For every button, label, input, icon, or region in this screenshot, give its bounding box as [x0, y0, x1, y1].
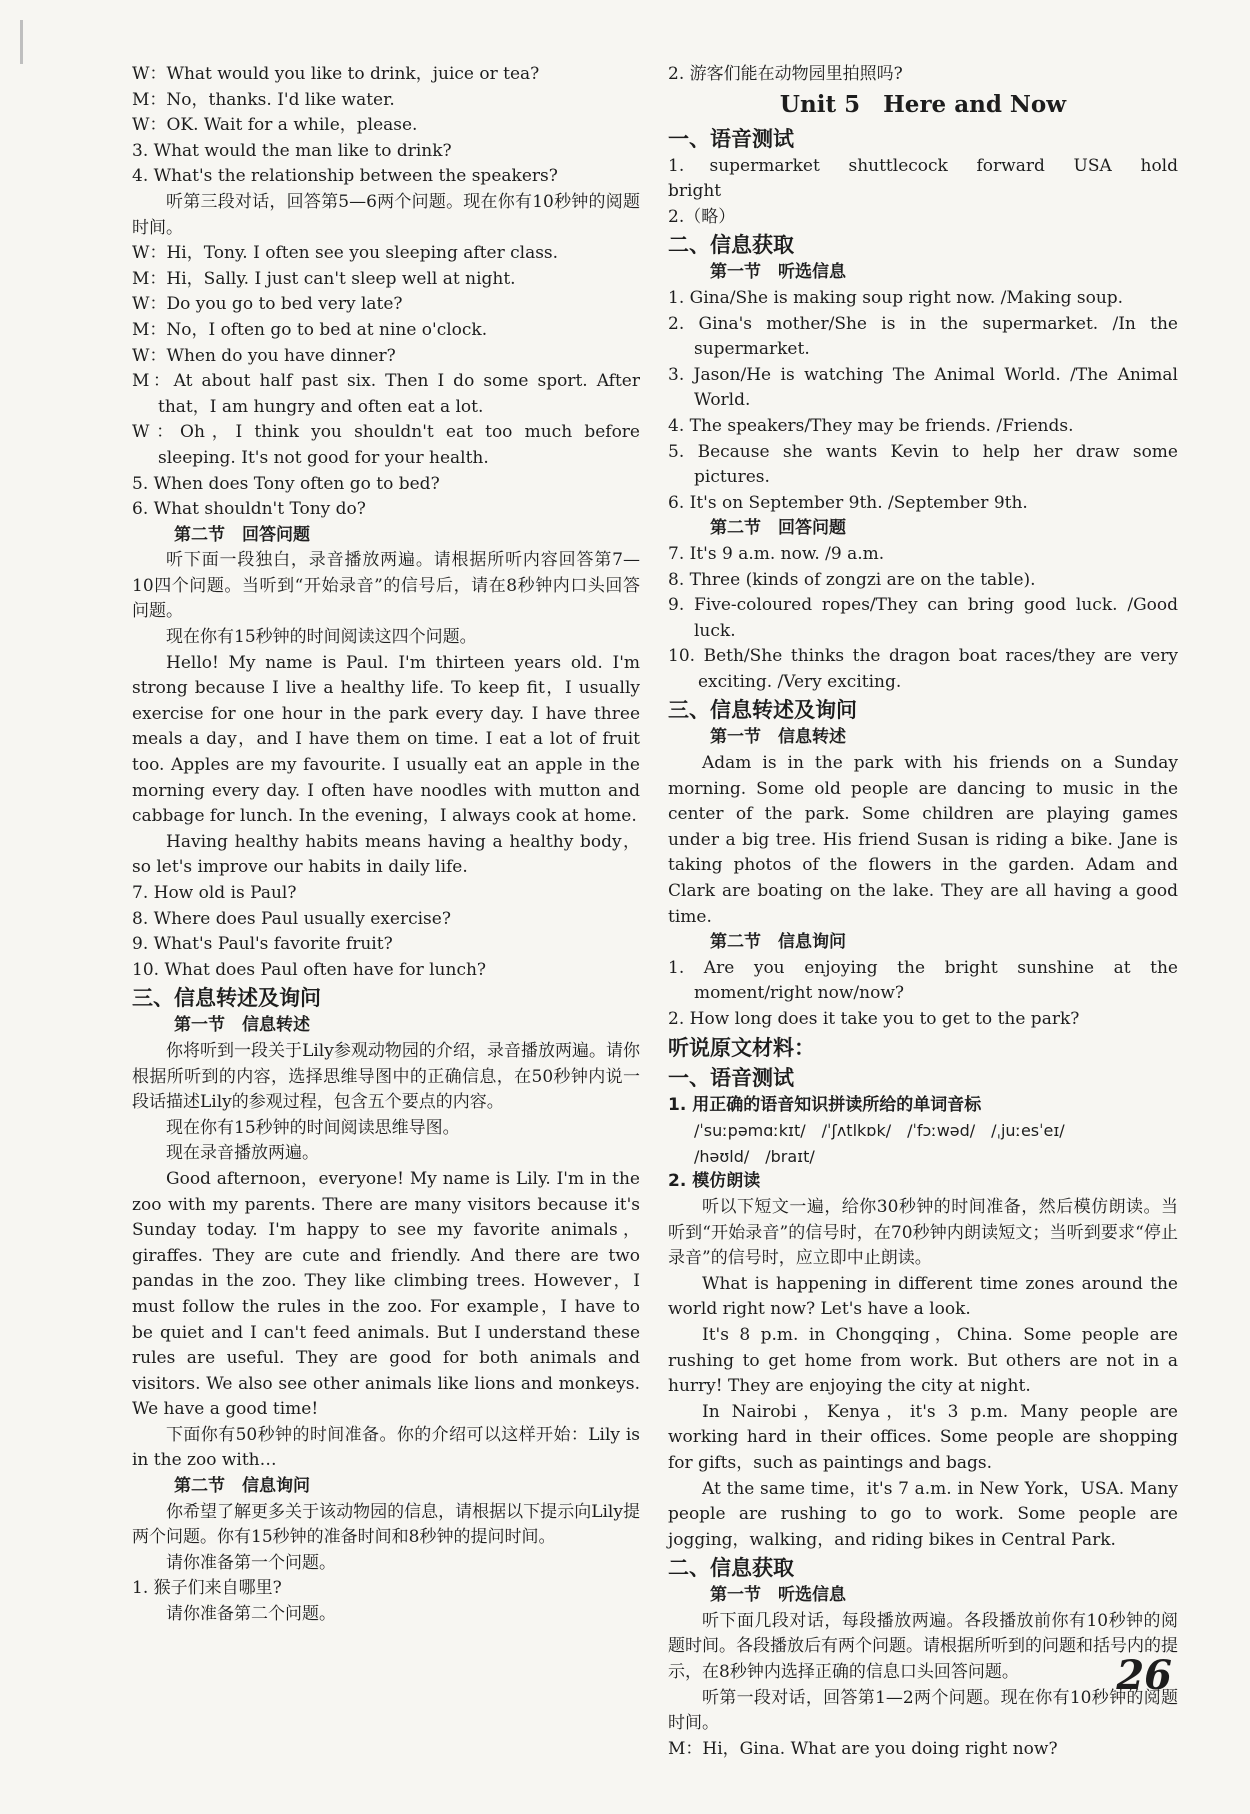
page-number: 26: [1116, 1652, 1172, 1699]
section-heading: 第二节 信息询问: [710, 932, 846, 953]
material-heading: 听说原文材料：: [668, 1035, 815, 1060]
dialog-line: W：Do you go to bed very late?: [132, 294, 403, 315]
retell-paragraph: Adam is in the park with his friends on a Sunday morning. Some old people are dancing to music in the center of the park. Some children are playing games under a big tree. His friend Susan is riding a bike. Jane is taking photos of the flowers in the garden. Adam and Clark are boating on the lake. They are all having a good time.: [668, 753, 1178, 927]
answer-line: 8. Three (kinds of zongzi are on the table).: [668, 569, 1036, 590]
question-line: 9. What's Paul's favorite fruit?: [132, 934, 393, 955]
monologue-paragraph: Good afternoon，everyone! My name is Lily. I'm in the zoo with my parents. There are many visitors because it's Sunday today. I'm happy to see my favorite animals，giraffes. They are cute and friendly. And there are two pandas in the zoo. They like climbing trees. However，I must follow the rules in the zoo. For example，I have to be quiet and I can't feed animals. But I understand these rules are useful. They are good for both animals and visitors. We also see other animals like lions and monkeys. We have a good time!: [132, 1168, 640, 1420]
part-heading: 三、信息转述及询问: [132, 986, 321, 1011]
instruction: 现在录音播放两遍。: [166, 1143, 319, 1164]
instruction: 听下面几段对话，每段播放两遍。各段播放前你有10秒钟的阅题时间。各段播放后有两个问题。请根据所听到的问题和括号内的提示，在8秒钟内选择正确的信息口头回答问题。: [668, 1610, 1178, 1683]
instruction: 听下面一段独白，录音播放两遍。请根据所听内容回答第7—10四个问题。当听到“开始录音”的信号后，请在8秒钟内口头回答问题。: [132, 550, 640, 622]
reading-paragraph: In Nairobi，Kenya，it's 3 p.m. Many people are working hard in their offices. Some people are shopping for gifts，such as paintings and bags.: [668, 1401, 1178, 1473]
answer-line: 2. Gina's mother/She is in the supermarket. /In the supermarket.: [668, 313, 1178, 360]
right-column: [668, 62, 1195, 1762]
question-line: 8. Where does Paul usually exercise?: [132, 908, 451, 929]
instruction: 听第一段对话，回答第1—2两个问题。现在你有10秒钟的阅题时间。: [668, 1687, 1178, 1734]
dialog-line: M：No，I often go to bed at nine o'clock.: [132, 319, 488, 340]
part-heading: 二、信息获取: [668, 233, 794, 258]
question-line: 3. What would the man like to drink?: [132, 140, 452, 161]
section-heading: 第一节 听选信息: [710, 1585, 846, 1606]
answer-line: 4. The speakers/They may be friends. /Friends.: [668, 415, 1074, 436]
sub-heading: 2. 模仿朗读: [668, 1171, 761, 1192]
section-heading: 第二节 信息询问: [174, 1476, 310, 1497]
instruction: 你希望了解更多关于该动物园的信息，请根据以下提示向Lily提两个问题。你有15秒钟的准备时间和8秒钟的提问时间。: [132, 1501, 640, 1548]
sub-heading: 1. 用正确的语音知识拼读所给的单词音标: [668, 1094, 982, 1115]
answer-line: 7. It's 9 a.m. now. /9 a.m.: [668, 543, 885, 564]
answer-line: 1. Gina/She is making soup right now. /Making soup.: [668, 287, 1124, 308]
section-heading: 第一节 听选信息: [710, 262, 846, 283]
answer-line: 2. How long does it take you to get to the park?: [668, 1009, 1080, 1029]
section-heading: 第一节 信息转述: [174, 1015, 310, 1036]
dialog-line: M：At about half past six. Then I do some sport. After that，I am hungry and often eat a lot.: [132, 371, 640, 417]
question-line: 10. What does Paul often have for lunch?: [132, 959, 487, 980]
section-heading: 第二节 回答问题: [710, 518, 846, 539]
instruction: 请你准备第二个问题。: [166, 1604, 336, 1625]
question-line: 4. What's the relationship between the speakers?: [132, 166, 558, 187]
section-heading: 第二节 回答问题: [174, 524, 310, 545]
instruction: 听以下短文一遍，给你30秒钟的时间准备，然后模仿朗读。当听到“开始录音”的信号时，在70秒钟内朗读短文；当听到要求“停止录音”的信号时，应立即中止朗读。: [668, 1196, 1178, 1269]
reading-paragraph: It's 8 p.m. in Chongqing，China. Some people are rushing to get home from work. But others are not in a hurry! They are enjoying the city at night.: [668, 1324, 1178, 1397]
dialog-line: W：OK. Wait for a while，please.: [132, 115, 418, 136]
answer-line: 10. Beth/She thinks the dragon boat races/they are very exciting. /Very exciting.: [668, 646, 1178, 692]
dialog-line: M：No，thanks. I'd like water.: [132, 89, 395, 110]
question-line: 6. What shouldn't Tony do?: [132, 499, 366, 520]
dialog-line: W：Hi，Tony. I often see you sleeping after class.: [132, 243, 559, 264]
dialog-line: W：What would you like to drink，juice or tea?: [132, 64, 540, 84]
part-heading: 三、信息转述及询问: [668, 698, 857, 723]
answer-line: 2.（略）: [668, 206, 736, 227]
instruction: 下面你有50秒钟的时间准备。你的介绍可以这样开始：Lily is in the zoo with…: [132, 1424, 640, 1471]
answer-line: 9. Five-coloured ropes/They can bring good luck. /Good luck.: [668, 595, 1178, 641]
scan-edge-mark: [20, 20, 23, 64]
instruction-q56: 听第三段对话，回答第5—6两个问题。现在你有10秒钟的阅题时间。: [132, 191, 640, 238]
left-column: [132, 62, 640, 1628]
instruction: 现在你有15秒钟的时间阅读思维导图。: [166, 1117, 460, 1138]
monologue-paragraph: Having healthy habits means having a healthy body，so let's improve our habits in daily life.: [132, 831, 640, 878]
phonetic-line: /həʊld/ /braɪt/: [694, 1146, 815, 1166]
question-line: 7. How old is Paul?: [132, 883, 297, 903]
question-line: 5. When does Tony often go to bed?: [132, 473, 440, 494]
dialog-line: W：When do you have dinner?: [132, 345, 396, 366]
answer-line: 1. Are you enjoying the bright sunshine at the moment/right now/now?: [668, 957, 1178, 1004]
reading-paragraph: What is happening in different time zones around the world right now? Let's have a look.: [668, 1273, 1178, 1320]
question-line: 2. 游客们能在动物园里拍照吗?: [668, 64, 903, 84]
answer-line: 3. Jason/He is watching The Animal World. /The Animal World.: [668, 364, 1178, 411]
question-line: 1. 猴子们来自哪里?: [132, 1578, 282, 1599]
phonetic-line: /ˈsuːpəmɑːkɪt/ /ˈʃʌtlkɒk/ /ˈfɔːwəd/ /ˌjuːesˈeɪ/: [694, 1121, 1065, 1141]
answer-line: 5. Because she wants Kevin to help her draw some pictures.: [668, 441, 1178, 488]
reading-paragraph: At the same time，it's 7 a.m. in New York，USA. Many people are rushing to go to work. Some people are jogging，walking，and riding bikes in Central Park.: [668, 1478, 1178, 1550]
part-heading: 一、语音测试: [668, 126, 794, 151]
section-heading: 第一节 信息转述: [710, 727, 846, 748]
part-heading: 二、信息获取: [668, 1556, 794, 1581]
part-heading: 一、语音测试: [668, 1065, 794, 1090]
dialog-line: M：Hi，Sally. I just can't sleep well at night.: [132, 268, 516, 289]
monologue-paragraph: Hello! My name is Paul. I'm thirteen years old. I'm strong because I live a healthy life. To keep fit，I usually exercise for one hour in the park every day. I have three meals a day，and I have them on time. I eat a lot of fruit too. Apples are my favourite. I usually eat an apple in the morning every day. I often have noodles with mutton and cabbage for lunch. In the evening，I always cook at home.: [132, 652, 640, 827]
answer-line: 6. It's on September 9th. /September 9th.: [668, 492, 1028, 513]
instruction: 现在你有15秒钟的时间阅读这四个问题。: [166, 627, 477, 648]
dialog-line: M：Hi，Gina. What are you doing right now?: [668, 1738, 1058, 1759]
instruction: 请你准备第一个问题。: [166, 1552, 336, 1573]
dialog-line: W：Oh，I think you shouldn't eat too much before sleeping. It's not good for your health.: [132, 422, 640, 468]
instruction: 你将听到一段关于Lily参观动物园的介绍，录音播放两遍。请你根据所听到的内容，选择思维导图中的正确信息，在50秒钟内说一段话描述Lily的参观过程，包含五个要点的内容。: [132, 1040, 640, 1113]
unit-title: Unit 5 Here and Now: [779, 90, 1067, 118]
answer-line: 1. supermarket shuttlecock forward USA hold bright: [668, 155, 1195, 202]
